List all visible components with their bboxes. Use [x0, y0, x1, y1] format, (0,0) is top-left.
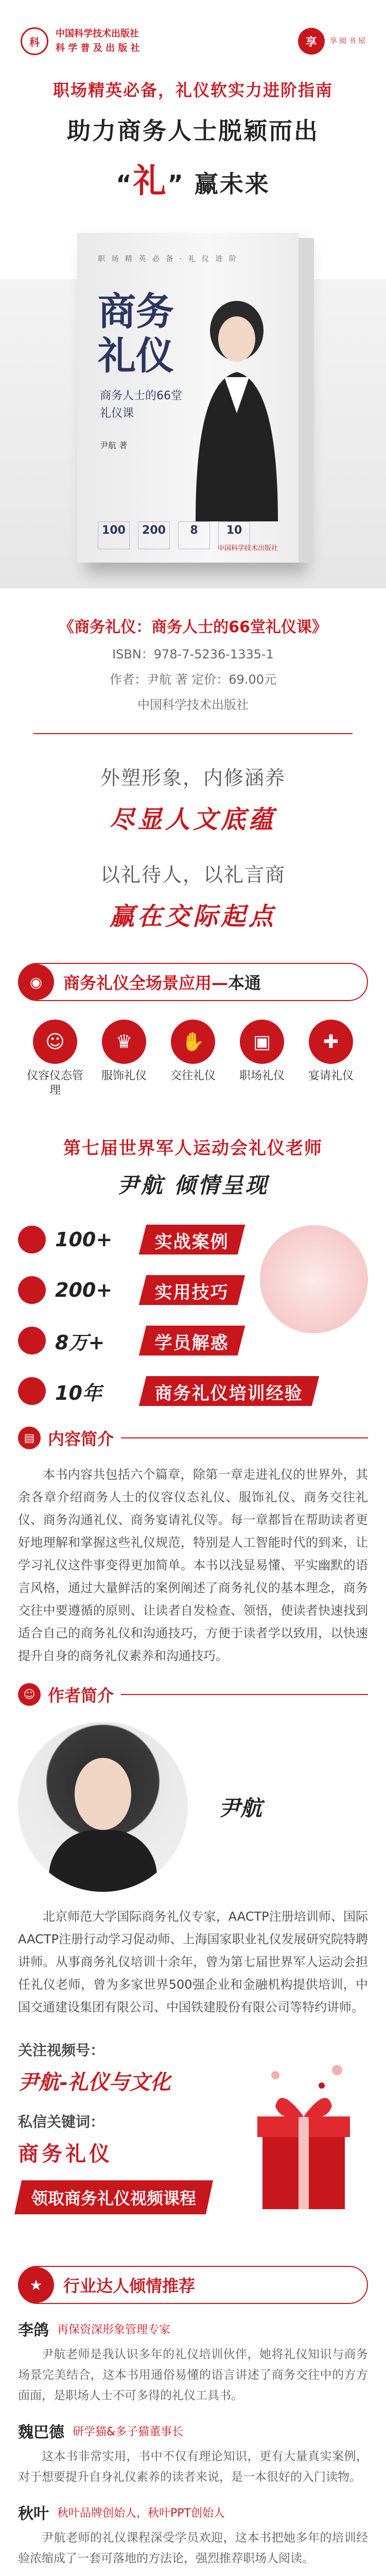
recommend-item: [18, 2501, 368, 2569]
hero-big-char: 礼: [133, 162, 168, 200]
follow-label-1: 关注视频号：: [18, 2042, 105, 2059]
stat-tag-text: 实用技巧: [154, 1282, 229, 1303]
book-stat-3: 8: [178, 521, 210, 549]
stat-item: [18, 1371, 368, 1411]
intro-title: 内容简介: [48, 1429, 114, 1449]
stats-list: [18, 1220, 368, 1411]
follow-box: [18, 2039, 368, 2245]
book-stat-4: 10: [218, 521, 250, 549]
scene-label: 宴请礼仪: [308, 1070, 354, 1082]
recommend-text: 尹航老师是我认识多年的礼仪培训伙伴，她将礼仪知识与商务场景完美结合，这本书用通俗易懂的语言讲述了商务交往中的方方面面，是职场人士不可多得的礼仪工具书。: [18, 2348, 368, 2402]
stat-dot-icon: [18, 1226, 46, 1253]
book-cover: [77, 233, 299, 563]
scenes-list: [0, 1020, 386, 1098]
stat-tag: [139, 1225, 245, 1255]
slogan-line4: 赢在交际起点: [109, 902, 276, 931]
scene-label: 职场礼仪: [239, 1070, 285, 1082]
author-name: 尹航: [219, 1795, 262, 1821]
book-isbn: ISBN：978-7-5236-1335-1: [112, 647, 274, 662]
book-publisher: 中国科学技术出版社: [217, 545, 278, 552]
publisher-left: [21, 27, 140, 56]
scenes-header-dark: 本通: [228, 973, 261, 993]
teacher-line1: 第七届世界军人运动会礼仪老师: [63, 1138, 323, 1159]
shirt-icon: ♛: [102, 1020, 146, 1064]
slogan: [0, 762, 386, 932]
teacher-heading: [0, 1134, 386, 1199]
intro-header: [18, 1426, 368, 1450]
follow-tag-text: 领取商务礼仪视频课程: [31, 2189, 197, 2208]
teacher-line2: 尹航 倾情呈现: [117, 1173, 269, 1198]
book-info-publisher: 中国科学技术出版社: [137, 698, 249, 712]
recommend-head: [18, 2419, 368, 2442]
author-face: [75, 1758, 131, 1830]
scenes-header-red: 商务礼仪全场景应用: [63, 973, 212, 993]
scene-label: 仪容仪态管理: [27, 1070, 84, 1097]
recommender-title: 秋叶品牌创始人，秋叶PPT创始人: [57, 2506, 225, 2520]
scene-label: 服饰礼仪: [101, 1070, 147, 1082]
author-photo: [18, 1722, 188, 1892]
book-title: 商务礼仪: [98, 290, 174, 378]
follow-tag[interactable]: [14, 2180, 213, 2214]
author-bio: 北京师范大学国际商务礼仪专家，AACTP注册培训师、国际AACTP注册行动学习促动师、上海国家职业礼仪发展研究院特聘讲师。从事商务礼仪培训十余年，曾为第七届世界军人运动会担任礼仪老师，曾为多家世界500强企业和金融机构提供培训，中国交通建设集团有限公司、中国铁建股份有限公司等特约讲师。: [18, 1909, 368, 2014]
intro-text: 本书内容共包括六个篇章，除第一章走进礼仪的世界外，其余各章介绍商务人士的仪容仪态礼仪、服饰礼仪、商务交往礼仪、商务沟通礼仪、商务宴请礼仪等。每一章都旨在帮助读者更好地理解和掌握这些礼仪规范，特别是人工智能时代的到来，让学习礼仪这件事变得更加简单。本书以浅显易懂、平实幽默的语言风格，通过大量鲜活的案例阐述了商务礼仪的基本理念，商务交往中要遵循的原则、让读者自发检查、领悟，使读者快速找到适合自己的商务礼仪和沟通技巧，方便于读者学以致用，以快速提升自身的商务礼仪素养和沟通技巧。: [18, 1467, 368, 1663]
stat-number: 100+: [55, 1228, 113, 1251]
hero-line2: [0, 155, 386, 202]
book-author: 尹航 著: [100, 440, 128, 450]
recommend-header-text: 行业达人倾情推荐: [63, 2276, 196, 2296]
scenes-header-text: [63, 970, 261, 994]
hero-line2-suffix: ” 赢未来: [167, 170, 270, 198]
recommend-text: 这本书非常实用，书中不仅有理论知识，更有大量真实案例，对于想要提升自身礼仪素养的读者来说，是一本很好的入门读物。: [18, 2450, 368, 2484]
handshake-icon: ✋: [171, 1020, 215, 1064]
stat-tag: [139, 1326, 245, 1355]
recommender-name: 李鸽: [18, 2321, 49, 2340]
publisher-subname: 科 学 普 及 出 版 社: [56, 43, 140, 54]
recommend-list: [18, 2317, 368, 2576]
slogan-line3: 以礼待人，以礼言商: [100, 863, 286, 886]
intro-divider: [121, 1437, 368, 1438]
publisher-names: [56, 27, 140, 56]
book-info-title: 《商务礼仪：商务人士的66堂礼仪课》: [59, 618, 327, 636]
scene-label: 交往礼仪: [170, 1070, 216, 1082]
book-author-price: 作者：尹航 著 定价：69.00元: [110, 672, 276, 687]
stat-tag-text: 商务礼仪培训经验: [154, 1383, 303, 1404]
hero-quote-open: “: [116, 170, 133, 198]
author-header: [18, 1683, 368, 1706]
recommend-head: [18, 2317, 368, 2340]
recommender-name: 魏巴德: [18, 2424, 64, 2442]
publisher-logo: 科: [21, 27, 48, 55]
thumbs-up-icon: ★: [18, 2267, 54, 2303]
scenes-header-sep: —: [212, 973, 229, 993]
dining-icon: ✚: [309, 1020, 353, 1064]
badge-emblem-icon: [260, 1225, 368, 1333]
publisher-name: 中国科学技术出版社: [56, 28, 139, 39]
recommend-text: 尹航老师的礼仪课程深受学员欢迎，这本书把她多年的培训经验浓缩成了一套可落地的方法论，强烈推荐职场人阅读。: [18, 2531, 368, 2565]
stat-number: 10年: [55, 1381, 102, 1404]
divider: [33, 733, 353, 734]
recommender-title: 研学猫&多子猫董事长: [73, 2425, 184, 2438]
book-cover-section: [0, 217, 386, 609]
scene-item: [27, 1020, 83, 1098]
follow-value-2: 商务礼仪: [18, 2142, 113, 2166]
recommend-item: [18, 2419, 368, 2487]
scene-item: [96, 1020, 152, 1098]
book-icon: ▤: [18, 1427, 41, 1449]
follow-value-1: 尹航-礼仪与文化: [18, 2070, 171, 2094]
book-spine: [299, 238, 314, 563]
stat-tag-text: 实战案例: [154, 1232, 229, 1252]
author-portrait-image: [185, 295, 288, 521]
recommender-title: 再保资深形象管理专家: [57, 2323, 171, 2336]
recommend-header-bar: [18, 2266, 368, 2304]
brand-text: 享 阅 书 屋: [329, 37, 365, 45]
person-icon: ☺: [33, 1020, 77, 1064]
publisher-header: [0, 0, 386, 62]
author-divider: [121, 1694, 368, 1695]
person-icon: ☺: [18, 1683, 41, 1706]
briefcase-icon: ▣: [240, 1020, 284, 1064]
author-body: [49, 1830, 157, 1892]
hero-tagline: 职场精英必备，礼仪软实力进阶指南: [52, 80, 333, 100]
scenes-header-bar: [18, 963, 368, 1001]
scene-item: [165, 1020, 221, 1098]
hero-title: 助力商务人士脱颖而出: [67, 117, 319, 145]
location-icon: ◉: [18, 964, 54, 1000]
book-stat-1: 100: [98, 521, 130, 549]
recommender-name: 秋叶: [18, 2505, 49, 2523]
scene-item: [234, 1020, 290, 1098]
stat-tag-text: 学员解惑: [154, 1333, 229, 1353]
book-series: 职 场 精 英 必 备 · 礼 仪 进 阶: [98, 255, 238, 263]
stat-number: 200+: [55, 1279, 113, 1301]
stat-tag: [139, 1275, 245, 1305]
book-stat-2: 200: [138, 521, 170, 549]
slogan-line1: 外塑形象，内修涵养: [100, 767, 286, 789]
brand-logo: 享: [298, 28, 325, 55]
author-title: 作者简介: [48, 1686, 114, 1705]
stat-dot-icon: [18, 1327, 46, 1354]
follow-label-2: 私信关键词：: [18, 2113, 105, 2130]
author-card: [18, 1722, 368, 1892]
recommend-item: [18, 2317, 368, 2406]
recommend-head: [18, 2501, 368, 2523]
stat-dot-icon: [18, 1276, 46, 1304]
stat-number: 8万+: [55, 1331, 105, 1354]
stat-tag: [139, 1376, 319, 1406]
brand: [298, 28, 365, 55]
gift-box-icon: [244, 2055, 363, 2219]
slogan-line2: 尽显人文底蕴: [109, 805, 276, 834]
book-info: [0, 614, 386, 734]
book-subtitle: 商务人士的66堂礼仪课: [100, 389, 182, 420]
stat-dot-icon: [18, 1377, 46, 1405]
scene-item: [303, 1020, 359, 1098]
